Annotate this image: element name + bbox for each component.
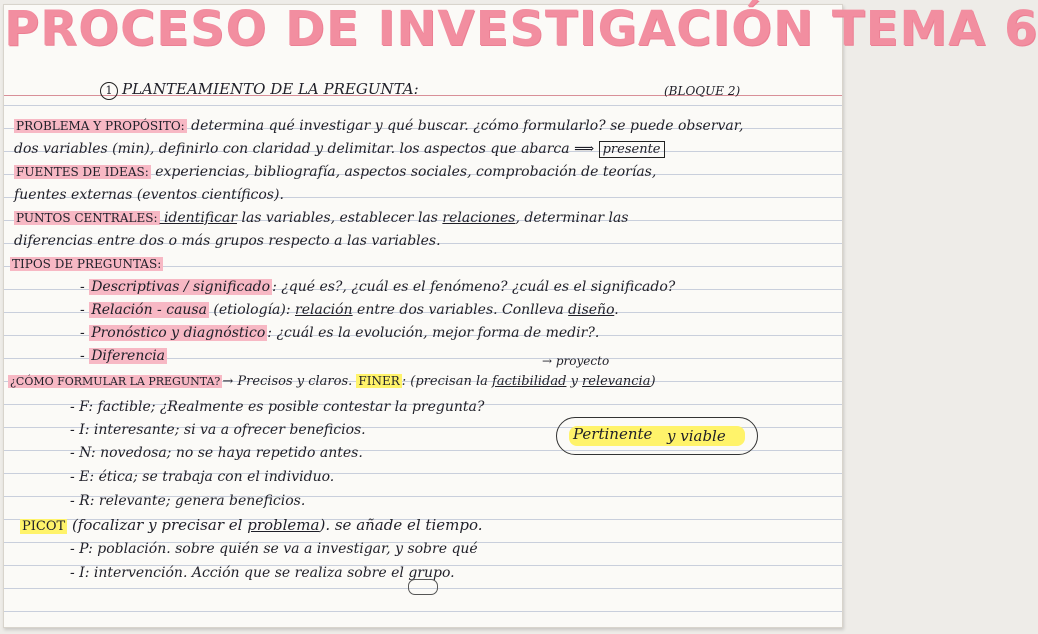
text-descriptivas: : ¿qué es?, ¿cuál es el fenómeno? ¿cuál es el significado? — [272, 279, 676, 295]
text-anade: ). se añade el tiempo. — [319, 516, 483, 534]
line-descriptivas: - Descriptivas / significado : ¿qué es?, ¿cuál es el fenómeno? ¿cuál es el significado? — [80, 279, 676, 295]
label-tipos: TIPOS DE PREGUNTAS: — [12, 257, 162, 271]
label-puntos: PUNTOS CENTRALES: — [16, 211, 158, 225]
label-pronostico: Pronóstico y diagnóstico — [91, 325, 266, 341]
notebook-page — [3, 1, 1038, 628]
cloud-text-pertinente: Pertinente — [573, 425, 653, 443]
label-diferencia: Diferencia — [91, 348, 166, 364]
text-focalizar: (focalizar y precisar el — [67, 516, 248, 534]
label-descriptivas: Descriptivas / significado — [91, 279, 271, 295]
text-variables: dos variables (min), definirlo con claridad y delimitar. los aspectos que abarca — [14, 141, 570, 157]
text-identificar: identificar — [159, 210, 238, 226]
line-pronostico: - Pronóstico y diagnóstico : ¿cuál es la evolución, mejor forma de medir?. — [80, 325, 600, 341]
text-conlleva: entre dos variables. Conlleva — [352, 302, 569, 318]
line-relacion: - Relación - causa (etiología): relación entre dos variables. Conlleva diseño. — [80, 302, 619, 318]
line-finer-r: - R: relevante; genera beneficios. — [70, 493, 306, 509]
line-picot — [20, 515, 483, 537]
text-period: . — [614, 302, 619, 318]
text-fuentes: experiencias, bibliografía, aspectos sociales, comprobación de teorías, — [150, 164, 657, 180]
line-problema — [14, 116, 743, 136]
line-variables — [14, 139, 665, 160]
note-proyecto: → proyecto — [542, 354, 610, 368]
author-signature — [408, 579, 438, 595]
line-puntos — [14, 208, 628, 228]
text-diseno: diseño — [568, 302, 615, 318]
text-proyecto: proyecto — [555, 354, 610, 368]
line-picot-p: - P: población. sobre quién se va a investigar, y sobre qué — [70, 541, 478, 557]
text-factibilidad: factibilidad — [492, 374, 567, 389]
line-finer-i: - I: interesante; si va a ofrecer beneficios. — [70, 422, 366, 438]
line-tipos — [10, 254, 163, 274]
line-como-formular — [8, 371, 656, 392]
line-finer-n: - N: novedosa; no se haya repetido antes. — [70, 445, 363, 461]
line-diferencia: - Diferencia — [80, 348, 166, 364]
label-problema: PROBLEMA Y PROPÓSITO: — [16, 119, 185, 133]
label-como-formular: ¿CÓMO FORMULAR LA PREGUNTA? — [10, 375, 221, 388]
text-pronostico: : ¿cuál es la evolución, mejor forma de medir?. — [267, 325, 600, 341]
cloud-note — [556, 417, 758, 455]
text-colon: : — [285, 302, 296, 318]
text-variables-b: las variables, establecer las — [237, 210, 443, 226]
label-finer: FINER — [358, 374, 400, 388]
label-fuentes: FUENTES DE IDEAS: — [16, 165, 149, 179]
text-problema-ul: problema — [247, 516, 320, 534]
line-fuentes-externas: fuentes externas (eventos científicos). — [14, 187, 284, 203]
arrow-presente: ⟹ — [574, 141, 595, 157]
line-fuentes — [14, 162, 656, 182]
line-picot-i: - I: intervención. Acción que se realiza sobre el grupo. — [70, 565, 455, 581]
line-diferencias: diferencias entre dos o más grupos respecto a las variables. — [14, 233, 441, 249]
text-etiologia: (etiología) — [208, 302, 286, 318]
text-close-paren: ) — [650, 374, 656, 389]
line-finer-f: - F: factible; ¿Realmente es posible contestar la pregunta? — [70, 399, 485, 415]
block-label: (BLOQUE 2) — [664, 84, 741, 98]
line-finer-e: - E: ética; se trabaja con el individuo. — [70, 469, 335, 485]
label-picot: PICOT — [22, 519, 66, 534]
text-precisos: Precisos y claros. — [233, 374, 357, 389]
section-heading-text: PLANTEAMIENTO DE LA PREGUNTA: — [122, 80, 419, 98]
page-title: PROCESO DE INVESTIGACIÓN TEMA 6 — [4, 1, 1038, 57]
section-heading — [100, 79, 419, 100]
arrow-formular: → — [222, 374, 234, 389]
text-relaciones: relaciones — [442, 210, 516, 226]
section-number: 1 — [100, 82, 118, 100]
text-determinar: , determinar las — [515, 210, 629, 226]
text-y: y — [566, 374, 583, 389]
cloud-text-viable: y viable — [667, 427, 726, 445]
box-presente: presente — [599, 141, 665, 158]
text-problema: determina qué investigar y qué buscar. ¿cómo formularlo? se puede observar, — [186, 118, 744, 134]
text-relacion-ul: relación — [295, 302, 353, 318]
label-relacion: Relación - causa — [91, 302, 207, 318]
text-precisan: : (precisan la — [401, 374, 493, 389]
text-relevancia: relevancia — [582, 374, 651, 389]
